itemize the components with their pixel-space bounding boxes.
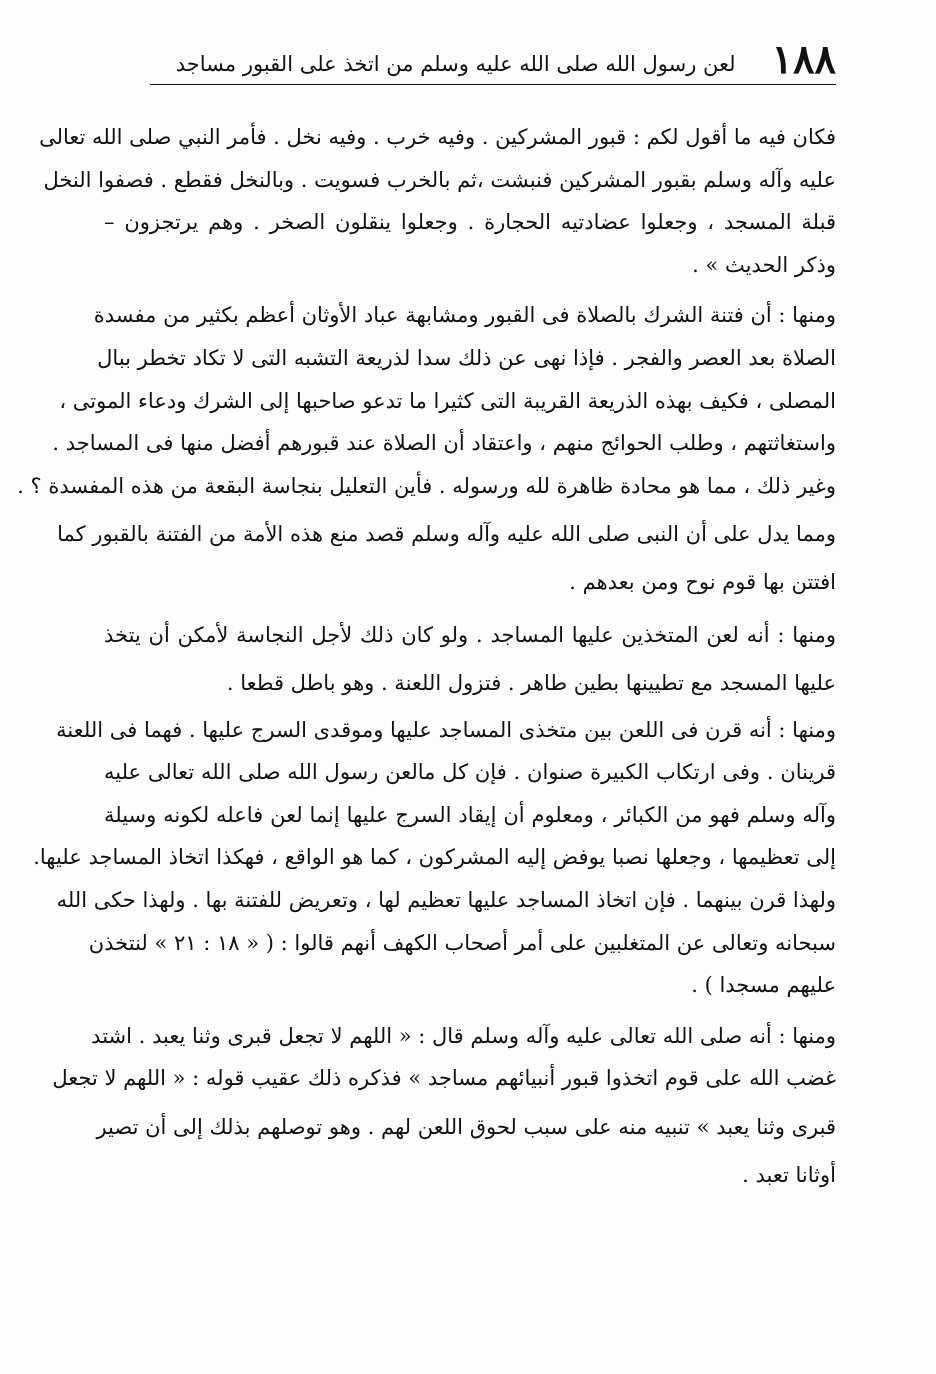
- text-line: ومما يدل على أن النبى صلى الله عليه وآله وسلم قصد منع هذه الأمة من الفتنة بالقبور كما: [57, 522, 836, 547]
- text-line: قرينان . وفى ارتكاب الكبيرة صنوان . فإن كل مالعن رسول الله صلى الله تعالى عليه: [104, 760, 836, 785]
- text-line: قبرى وثنا يعبد » تنبيه منه على سبب لحوق اللعن لهم . وهو توصلهم بذلك إلى أن تصير: [96, 1114, 836, 1139]
- text-line: عليها المسجد مع تطيينها بطين طاهر . فتزول اللعنة . وهو باطل قطعا .: [226, 670, 836, 695]
- paragraph: [33, 709, 836, 1007]
- running-title: لعن رسول الله صلى الله عليه وسلم من اتخذ على القبور مساجد: [175, 52, 736, 76]
- text-line: سبحانه وتعالى عن المتغلبين على أمر أصحاب الكهف أنهم قالوا : ( « ١٨ : ٢١ » لنتخذن: [88, 930, 836, 955]
- text-line: ومنها : أن فتنة الشرك بالصلاة فى القبور ومشابهة عباد الأوثان أعظم بكثير من مفسدة: [93, 303, 836, 328]
- text-line: ولهذا قرن بينهما . فإن اتخاذ المساجد عليها تعظيم لها ، وتعريض للفتنة بها . ولهذا حكى الله: [56, 887, 836, 912]
- page-number: ١٨٨: [771, 36, 836, 83]
- text-line: واستغاثتهم ، وطلب الحوائج منهم ، واعتقاد أن الصلاة عند قبورهم أفضل منها فى المساجد .: [52, 431, 836, 456]
- paragraph: [104, 608, 836, 705]
- paragraph: [17, 294, 836, 604]
- text-line: المصلى ، فكيف بهذه الذريعة القريبة التى كثيرا ما تدعو صاحبها إلى الشرك ودعاء الموتى ،: [59, 388, 836, 413]
- text-line: وآله وسلم فهو من الكبائر ، ومعلوم أن إيقاد السرج عليها إنما لعن فاعله لكونه وسيلة: [104, 802, 836, 827]
- text-line: ومنها : أنه صلى الله تعالى عليه وآله وسلم قال : « اللهم لا تجعل قبرى وثنا يعبد . اشتد: [91, 1023, 836, 1048]
- paragraph: [52, 1015, 836, 1197]
- text-line: أوثانا تعبد .: [742, 1162, 836, 1187]
- text-line: الصلاة بعد العصر والفجر . فإذا نهى عن ذلك سدا لذريعة التشبه التى لا تكاد تخطر ببال: [97, 345, 836, 370]
- text-line: ومنها : أنه لعن المتخذين عليها المساجد . ولو كان ذلك لأجل النجاسة لأمكن أن يتخذ: [104, 622, 836, 647]
- text-line: قبلة المسجد ، وجعلوا عضادتيه الحجارة . وجعلوا ينقلون الصخر . وهم يرتجزون –: [104, 210, 836, 235]
- paragraph: [39, 116, 836, 286]
- page-header: [150, 28, 836, 85]
- text-line: فكان فيه ما أقول لكم : قبور المشركين . وفيه خرب . وفيه نخل . فأمر النبي صلى الله تعالى: [39, 125, 836, 149]
- text-line: افتتن بها قوم نوح ومن بعدهم .: [569, 570, 836, 595]
- page-body: [17, 116, 836, 1196]
- text-line: وذكر الحديث » .: [692, 252, 836, 277]
- text-line: غضب الله على قوم اتخذوا قبور أنبيائهم مساجد » فذكره ذلك عقيب قوله : « اللهم لا تجعل: [52, 1066, 836, 1091]
- text-line: عليه وآله وسلم بقبور المشركين فنبشت ،ثم بالخرب فسويت . وبالنخل فقطع . فصفوا النخل: [43, 167, 836, 192]
- text-line: وغير ذلك ، مما هو محادة ظاهرة لله ورسوله . فأين التعليل بنجاسة البقعة من هذه المفسدة ؟ .: [17, 473, 836, 498]
- text-line: عليهم مسجدا ) .: [691, 973, 836, 998]
- text-line: إلى تعظيمها ، وجعلها نصبا يوفض إليه المشركون ، كما هو الواقع ، فهكذا اتخاذ المساجد عليها.: [33, 845, 836, 870]
- text-line: ومنها : أنه قرن فى اللعن بين متخذى المساجد عليها وموقدى السرج عليها . فهما فى اللعنة: [56, 717, 836, 742]
